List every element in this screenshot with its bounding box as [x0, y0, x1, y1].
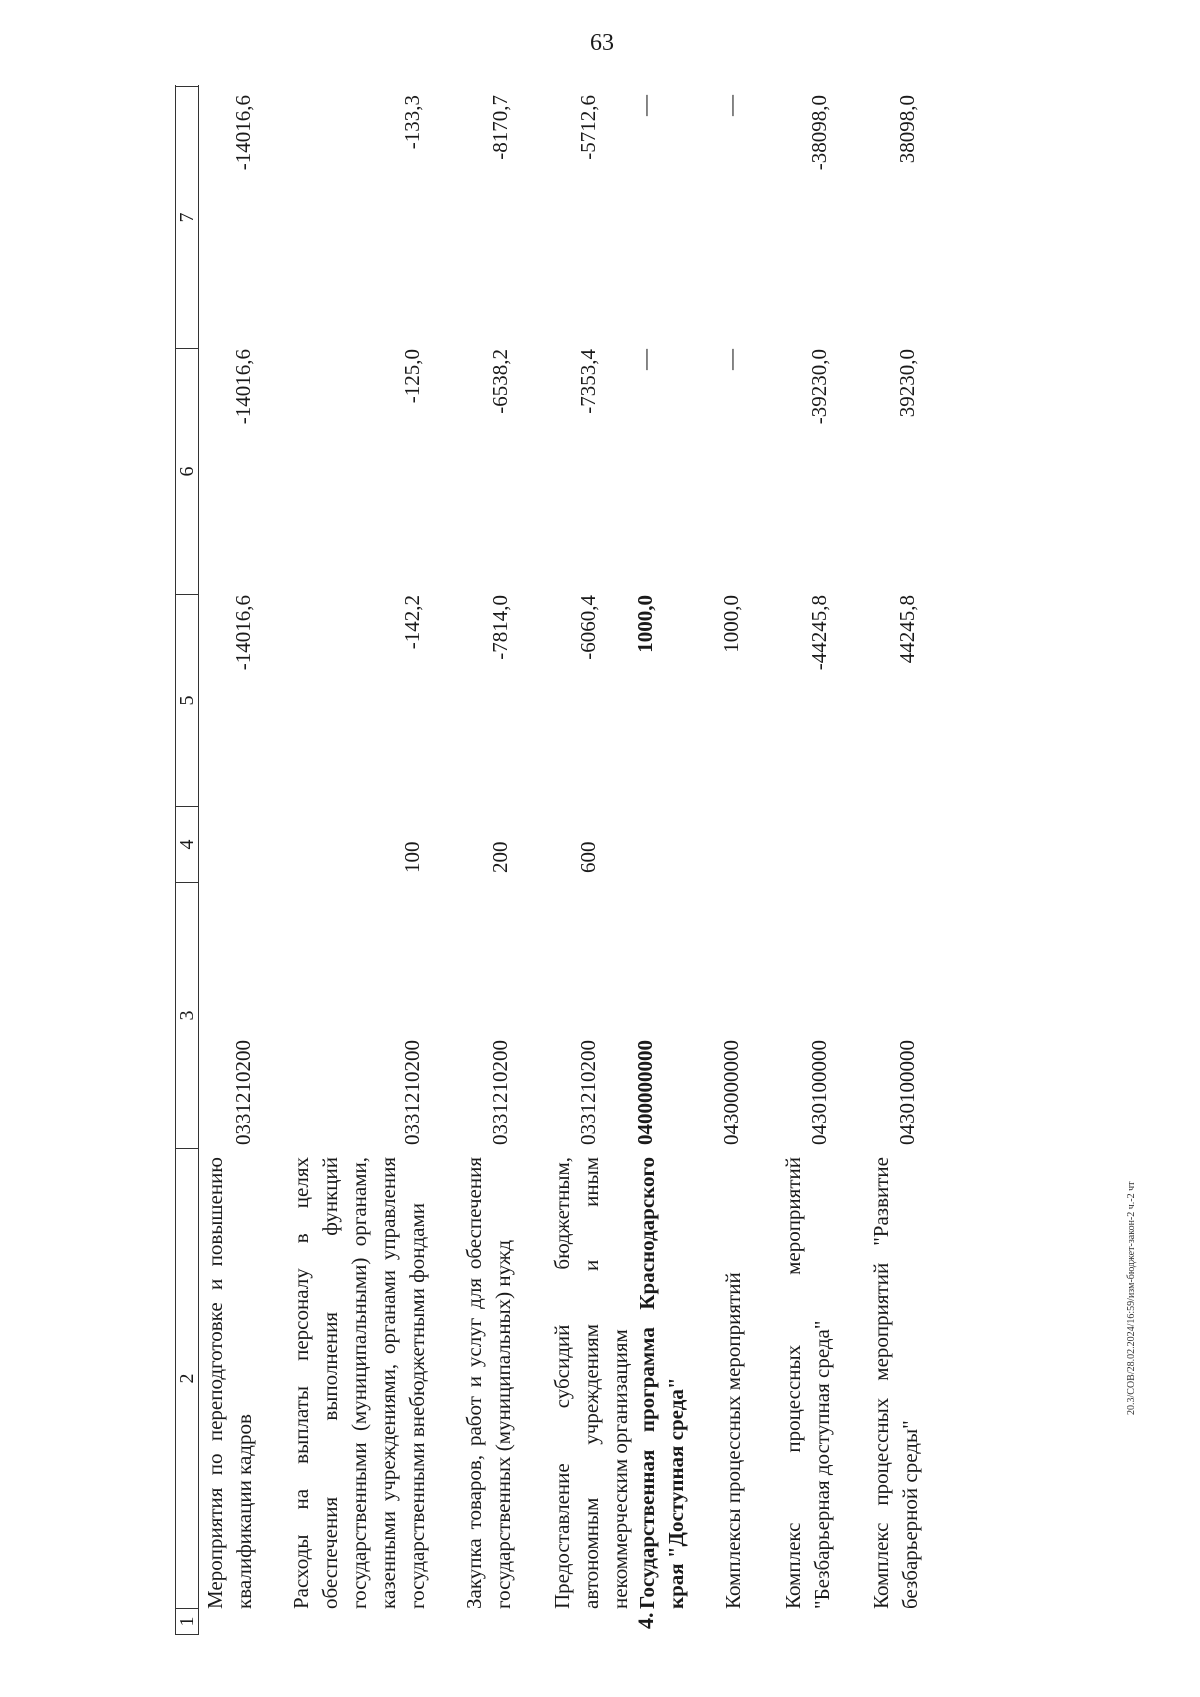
row-value-7: -133,3 — [400, 95, 424, 150]
footer-code: 20.3/СОВ/28.02.2024/16:59/изм-бюджет-закон-2 ч.-2 чт — [1126, 1181, 1137, 1415]
row-kvr: 200 — [488, 841, 512, 873]
row-code: 0331210200 — [576, 1040, 600, 1145]
row-value-7: — — [633, 95, 657, 116]
row-value-5: 1000,0 — [719, 595, 743, 653]
header-col-3: 3 — [175, 883, 199, 1149]
row-value-6: -125,0 — [400, 349, 424, 404]
page-number: 63 — [590, 30, 614, 56]
row-value-6: -14016,6 — [231, 349, 255, 425]
row-value-5: 1000,0 — [633, 595, 657, 653]
row-value-5: -44245,8 — [807, 595, 831, 671]
row-value-6: — — [719, 349, 743, 370]
header-col-4: 4 — [175, 807, 199, 883]
row-code: 0400000000 — [633, 1040, 657, 1145]
row-name: Комплексы процессных мероприятий — [721, 1272, 745, 1609]
row-value-5: -142,2 — [400, 595, 424, 650]
budget-table — [175, 85, 1075, 1635]
row-code: 0331210200 — [488, 1040, 512, 1145]
row-value-6: 39230,0 — [895, 349, 919, 418]
row-value-5: -6060,4 — [576, 595, 600, 660]
row-value-6: -7353,4 — [576, 349, 600, 414]
row-kvr: 600 — [576, 841, 600, 873]
row-number: 4. — [633, 1612, 658, 1629]
row-code: 0430000000 — [719, 1040, 743, 1145]
row-value-5: -7814,0 — [488, 595, 512, 660]
table-header — [175, 85, 199, 1635]
row-name: Комплекс процессных мероприятий "Развитие безбарьерной среды" — [869, 1157, 922, 1609]
row-value-7: -38098,0 — [807, 95, 831, 171]
row-name: Мероприятия по переподготовке и повышению квалификации кадров — [203, 1157, 256, 1609]
row-name: Закупка товаров, работ и услуг для обеспечения государственных (муниципальных) нужд — [462, 1157, 515, 1609]
row-value-6: — — [633, 349, 657, 370]
row-code: 0430100000 — [895, 1040, 919, 1145]
header-col-1: 1 — [175, 1609, 199, 1635]
row-value-7: 38098,0 — [895, 95, 919, 164]
header-col-2: 2 — [175, 1149, 199, 1609]
row-value-7: -8170,7 — [488, 95, 512, 160]
row-value-7: — — [719, 95, 743, 116]
row-value-5: 44245,8 — [895, 595, 919, 664]
row-code: 0430100000 — [807, 1040, 831, 1145]
row-name: Расходы на выплаты персоналу в целях обеспечения выполнения функций государственными (муниципальными) органами, казенными учреждениями, органами управления государственными внебюджетными фондами — [289, 1157, 429, 1609]
row-name: Предоставление субсидий бюджетным, автономным учреждениям и иным некоммерческим организациям — [550, 1157, 632, 1609]
row-value-5: -14016,6 — [231, 595, 255, 671]
row-code: 0331210200 — [400, 1040, 424, 1145]
row-name: Комплекс процессных мероприятий "Безбарьерная доступная среда" — [781, 1157, 834, 1609]
row-value-7: -5712,6 — [576, 95, 600, 160]
row-kvr: 100 — [400, 841, 424, 873]
row-value-7: -14016,6 — [231, 95, 255, 171]
row-value-6: -39230,0 — [807, 349, 831, 425]
header-col-7: 7 — [175, 87, 199, 349]
header-col-6: 6 — [175, 349, 199, 595]
header-col-5: 5 — [175, 595, 199, 807]
row-value-6: -6538,2 — [488, 349, 512, 414]
row-code: 0331210200 — [231, 1040, 255, 1145]
row-name: Государственная программа Краснодарского края "Доступная среда" — [635, 1157, 688, 1609]
